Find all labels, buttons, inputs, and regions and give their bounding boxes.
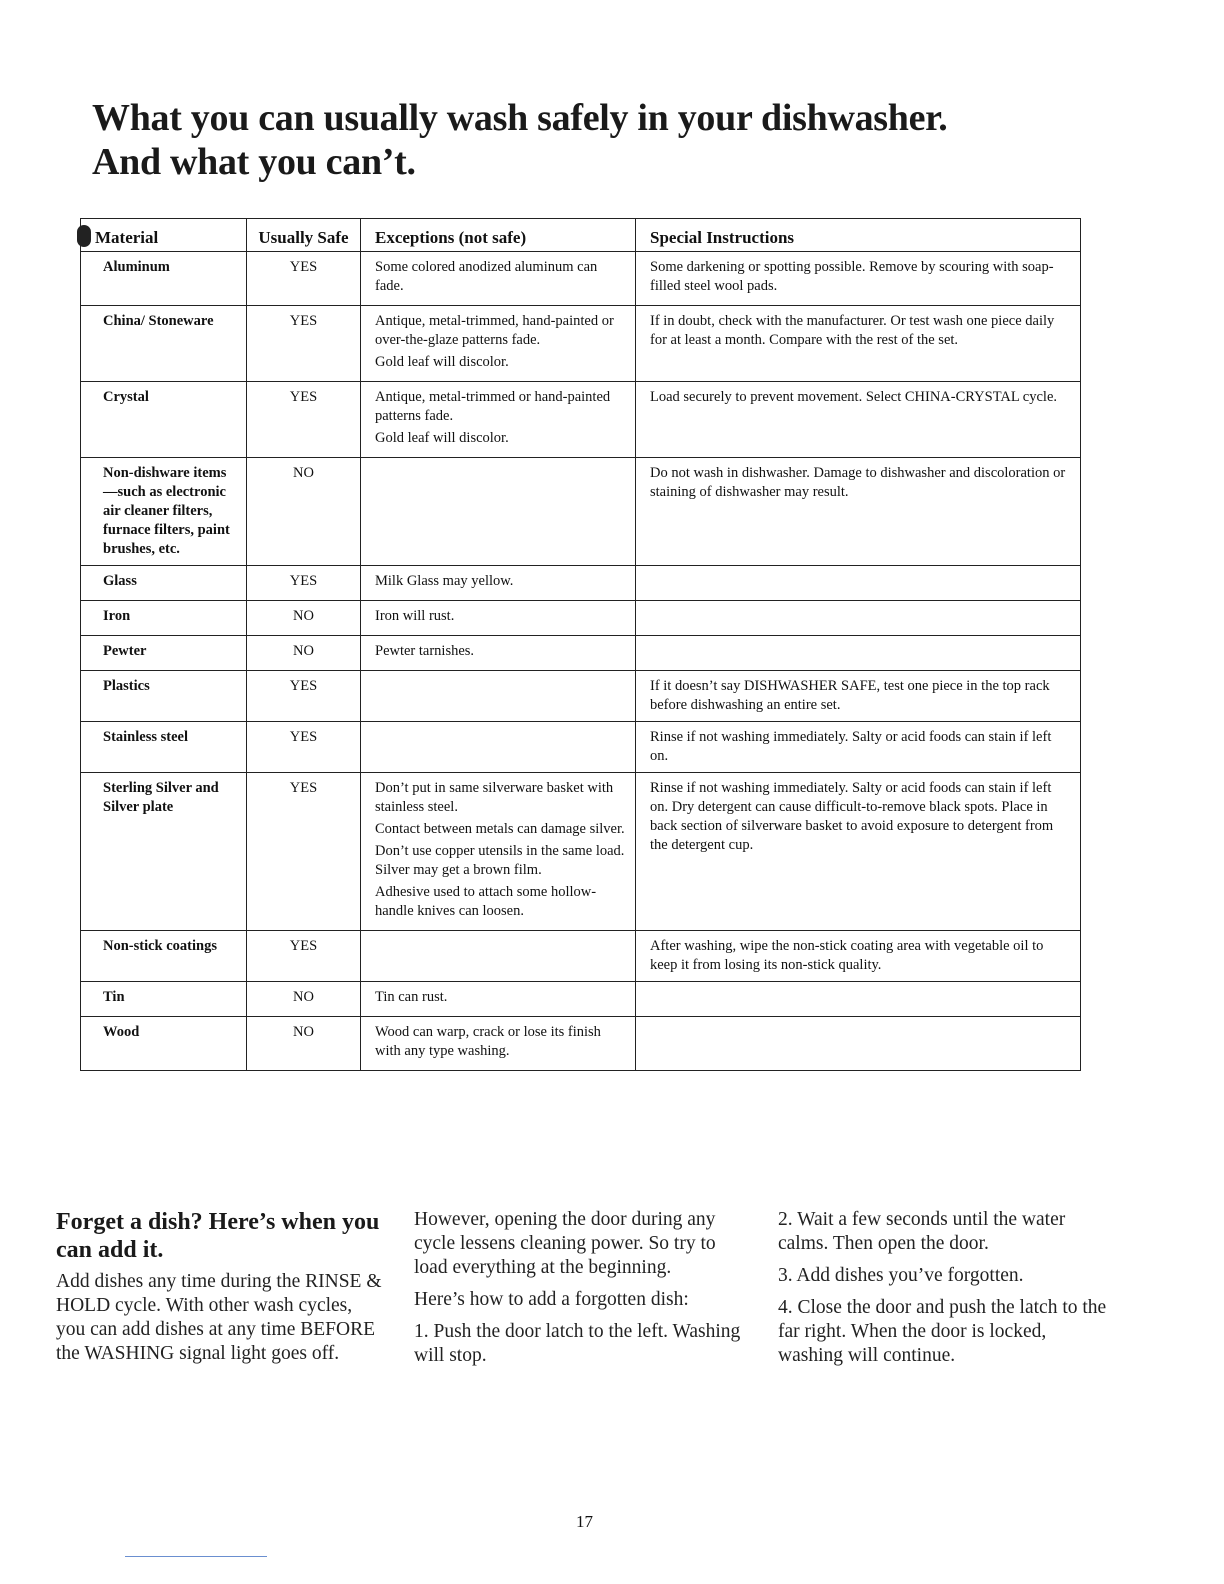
table-body — [81, 252, 1081, 1071]
header-material: Material — [81, 219, 247, 252]
scan-edge-line — [125, 1556, 267, 1557]
page-title — [92, 96, 947, 184]
header-exceptions: Exceptions (not safe) — [361, 219, 636, 252]
special-instructions-cell — [636, 982, 1081, 1017]
special-instructions-cell — [636, 1017, 1081, 1071]
usually-safe-cell: YES — [247, 931, 361, 982]
exceptions-cell — [361, 601, 636, 636]
usually-safe-cell: NO — [247, 601, 361, 636]
exceptions-cell — [361, 566, 636, 601]
special-instructions-cell — [636, 601, 1081, 636]
special-instructions-cell: Do not wash in dishwasher. Damage to dishwasher and discoloration or staining of dishwasher may result. — [636, 458, 1081, 566]
usually-safe-cell: NO — [247, 458, 361, 566]
washability-table — [80, 218, 1081, 1071]
add-dish-step-3: 3. Add dishes you’ve forgotten. — [778, 1265, 1024, 1286]
material-cell: Stainless steel — [81, 722, 247, 773]
usually-safe-cell: YES — [247, 671, 361, 722]
usually-safe-cell: YES — [247, 382, 361, 458]
page-number: 17 — [576, 1512, 593, 1531]
exception-line: Adhesive used to attach some hollow-handle knives can loosen. — [375, 884, 597, 919]
exceptions-cell — [361, 671, 636, 722]
exceptions-cell — [361, 458, 636, 566]
special-instructions-cell: Some darkening or spotting possible. Remove by scouring with soap-filled steel wool pads. — [636, 252, 1081, 306]
add-dish-step-1: 1. Push the door latch to the left. Washing will stop. — [414, 1321, 741, 1366]
usually-safe-cell: NO — [247, 982, 361, 1017]
header-special-instructions: Special Instructions — [636, 219, 1081, 252]
table-row — [81, 773, 1081, 931]
special-instructions-cell: If in doubt, check with the manufacturer. Or test wash one piece daily for at least a month. Compare with the rest of the set. — [636, 306, 1081, 382]
exceptions-cell — [361, 931, 636, 982]
exceptions-cell — [361, 252, 636, 306]
exception-line: Don’t use copper utensils in the same load. Silver may get a brown film. — [375, 843, 625, 878]
title-line-1: What you can usually wash safely in your dishwasher. — [92, 97, 948, 139]
special-instructions-cell: If it doesn’t say DISHWASHER SAFE, test one piece in the top rack before dishwashing an entire set. — [636, 671, 1081, 722]
table-row — [81, 458, 1081, 566]
add-dish-howto: Here’s how to add a forgotten dish: — [414, 1289, 689, 1310]
material-cell: Aluminum — [81, 252, 247, 306]
usually-safe-cell: YES — [247, 773, 361, 931]
table-header-row — [81, 219, 1081, 252]
material-cell: Pewter — [81, 636, 247, 671]
special-instructions-cell: Rinse if not washing immediately. Salty or acid foods can stain if left on. — [636, 722, 1081, 773]
header-usually-safe: Usually Safe — [247, 219, 361, 252]
table-row — [81, 382, 1081, 458]
material-cell: Crystal — [81, 382, 247, 458]
exception-line: Gold leaf will discolor. — [375, 430, 509, 446]
exception-line: Pewter tarnishes. — [375, 643, 475, 659]
material-cell: China/ Stoneware — [81, 306, 247, 382]
exceptions-cell — [361, 773, 636, 931]
material-cell: Non-dishware items—such as electronic air cleaner filters, furnace filters, paint brushes, etc. — [81, 458, 247, 566]
add-dish-column-3 — [778, 1208, 1108, 1376]
exception-line: Wood can warp, crack or lose its finish with any type washing. — [375, 1024, 601, 1059]
exceptions-cell — [361, 1017, 636, 1071]
table-row — [81, 566, 1081, 601]
table-row — [81, 931, 1081, 982]
exception-line: Tin can rust. — [375, 989, 448, 1005]
special-instructions-cell — [636, 636, 1081, 671]
table-row — [81, 671, 1081, 722]
exceptions-cell — [361, 722, 636, 773]
table-row — [81, 306, 1081, 382]
material-cell: Tin — [81, 982, 247, 1017]
washability-table-wrapper — [80, 218, 1080, 1071]
material-cell: Iron — [81, 601, 247, 636]
exception-line: Antique, metal-trimmed, hand-painted or over-the-glaze patterns fade. — [375, 313, 614, 348]
table-row — [81, 252, 1081, 306]
add-dish-heading: Forget a dish? Here’s when you can add it. — [56, 1209, 380, 1263]
exception-line: Milk Glass may yellow. — [375, 573, 514, 589]
exceptions-cell — [361, 636, 636, 671]
material-cell: Glass — [81, 566, 247, 601]
exception-line: Some colored anodized aluminum can fade. — [375, 259, 598, 294]
usually-safe-cell: NO — [247, 636, 361, 671]
usually-safe-cell: YES — [247, 252, 361, 306]
exception-line: Gold leaf will discolor. — [375, 354, 509, 370]
material-cell: Sterling Silver and Silver plate — [81, 773, 247, 931]
table-row — [81, 636, 1081, 671]
add-dish-caution: However, opening the door during any cycle lessens cleaning power. So try to load everything at the beginning. — [414, 1209, 716, 1278]
special-instructions-cell: After washing, wipe the non-stick coating area with vegetable oil to keep it from losing its non-stick quality. — [636, 931, 1081, 982]
add-dish-step-4: 4. Close the door and push the latch to the far right. When the door is locked, washing will continue. — [778, 1297, 1107, 1366]
exception-line: Antique, metal-trimmed or hand-painted patterns fade. — [375, 389, 611, 424]
table-row — [81, 982, 1081, 1017]
usually-safe-cell: NO — [247, 1017, 361, 1071]
special-instructions-cell: Rinse if not washing immediately. Salty or acid foods can stain if left on. Dry detergent can cause difficult-to-remove black spots. Place in back section of silverware basket to avoid exposure to detergent from the detergent cup. — [636, 773, 1081, 931]
exceptions-cell — [361, 306, 636, 382]
exception-line: Iron will rust. — [375, 608, 455, 624]
bullet-icon — [77, 225, 91, 247]
table-row — [81, 1017, 1081, 1071]
add-dish-intro: Add dishes any time during the RINSE & HOLD cycle. With other wash cycles, you can add dishes at any time BEFORE the WASHING signal light goes off. — [56, 1271, 382, 1364]
exception-line: Don’t put in same silverware basket with stainless steel. — [375, 780, 614, 815]
special-instructions-cell: Load securely to prevent movement. Select CHINA-CRYSTAL cycle. — [636, 382, 1081, 458]
exception-line: Contact between metals can damage silver. — [375, 821, 625, 837]
add-dish-column-1 — [56, 1208, 386, 1374]
material-cell: Wood — [81, 1017, 247, 1071]
add-dish-column-2 — [414, 1208, 744, 1376]
exceptions-cell — [361, 382, 636, 458]
usually-safe-cell: YES — [247, 722, 361, 773]
exceptions-cell — [361, 982, 636, 1017]
table-row — [81, 722, 1081, 773]
usually-safe-cell: YES — [247, 566, 361, 601]
usually-safe-cell: YES — [247, 306, 361, 382]
special-instructions-cell — [636, 566, 1081, 601]
material-cell: Plastics — [81, 671, 247, 722]
add-dish-step-2: 2. Wait a few seconds until the water calms. Then open the door. — [778, 1209, 1066, 1254]
table-row — [81, 601, 1081, 636]
material-cell: Non-stick coatings — [81, 931, 247, 982]
title-line-2: And what you can’t. — [92, 141, 416, 183]
